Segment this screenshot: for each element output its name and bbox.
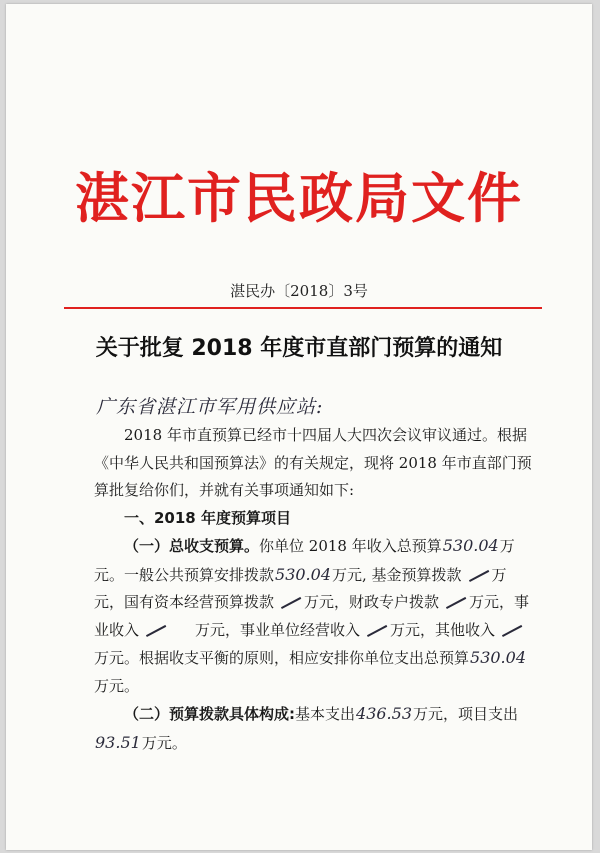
empty-slash-mark: [278, 597, 300, 609]
section-heading-1: 一、2018 年度预算项目: [124, 508, 291, 527]
general-budget-value: 530.04: [275, 564, 331, 584]
document-title: 关于批复 2018 年度市直部门预算的通知: [95, 336, 503, 361]
text-segment: 万元，事业收入: [94, 593, 530, 639]
addressee-handwritten: 广东省湛江市军用供应站:: [96, 396, 324, 418]
document-page: [6, 4, 592, 850]
empty-slash-mark: [499, 625, 521, 637]
text-segment: 万元, 基金预算拨款: [332, 565, 462, 584]
text-segment: 万元，事业单位经营收入: [195, 620, 361, 639]
total-income-value: 530.04: [442, 536, 499, 555]
text-segment: 万元。: [94, 676, 140, 695]
empty-slash-mark: [143, 625, 165, 637]
document-number: 湛民办〔2018〕3号: [230, 282, 368, 300]
paragraph-allocation: [94, 700, 534, 757]
total-expense-value: 530.04: [470, 648, 526, 667]
text-segment: 万元，国有资本经营预算拨款: [94, 565, 507, 611]
text-segment: 万元，财政专户拨款: [304, 593, 440, 611]
red-divider-line: [64, 307, 542, 309]
text-segment: 万元，其他收入: [390, 620, 496, 639]
empty-slash-mark: [466, 570, 488, 582]
text-segment: 基本支出: [295, 705, 356, 723]
intro-paragraph: 2018 年市直预算已经市十四届人大四次会议审议通过。根据《中华人民共和国预算法》的有关规定，现将 2018 年市直部门预算批复给你们，并就有关事项通知如下:: [94, 426, 532, 499]
text-segment: 你单位 2018 年收入总预算: [259, 537, 442, 555]
subsection-label-2: （二）预算拨款具体构成:: [124, 705, 295, 723]
document-body: [94, 422, 534, 757]
subsection-label-1: （一）总收支预算。: [124, 537, 260, 555]
empty-slash-mark: [364, 625, 386, 637]
text-segment: 万元。根据收支平衡的原则，相应安排你单位支出总预算: [94, 649, 470, 667]
paragraph-total-budget: [94, 532, 534, 700]
masthead-title: 湛江市民政局文件: [75, 167, 523, 230]
project-expense-value: 93.51: [95, 732, 141, 752]
text-segment: 万元。: [141, 733, 187, 752]
text-segment: 万元，项目支出: [413, 705, 519, 723]
text-segment: 万元。一般公共预算安排拨款: [94, 537, 515, 584]
basic-expense-value: 436.53: [356, 704, 412, 723]
empty-slash-mark: [443, 597, 465, 609]
